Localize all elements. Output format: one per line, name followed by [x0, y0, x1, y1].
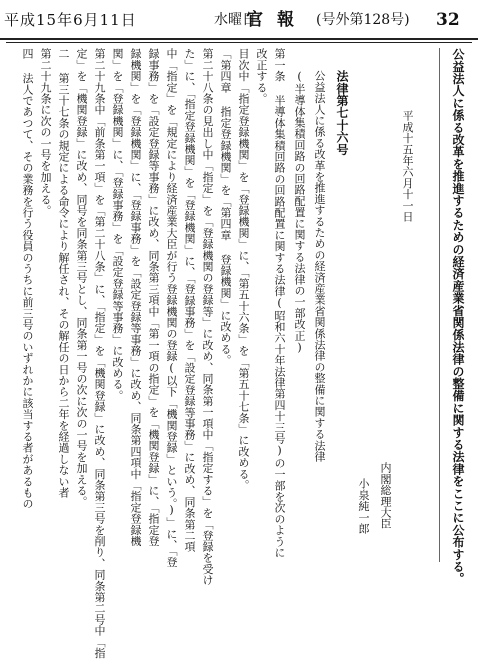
extra-issue-number: (号外第128号): [316, 12, 410, 28]
body-line: 改正する。: [255, 48, 268, 104]
body-line: 「第四章 指定登録機関」を「第四章 登録機関」に改める。: [219, 48, 232, 366]
body-line: 第二十九条中「前条第一項」を「第二十八条」に、「指定」を「機関登録」に改め、同条第三号を削り、同条第二号中「指: [93, 48, 106, 659]
body-line: た」に、「指定登録機関」を「登録機関」に、「登録事務」を「設定登録等事務」に改め、同条第二項: [183, 48, 196, 553]
signer-title: 内閣総理大臣: [379, 462, 392, 530]
body-line: 録事務」を「設定登録等事務」に改め、同条第三項中「第一項の指定」を「機関登録」に、「指定登: [147, 48, 160, 547]
promulgation-date: 平成十五年六月十一日: [401, 110, 414, 222]
body-line: 第二十八条の見出し中「指定」を「登録機関の登録等」に改め、同条第一項中「指定する」を「登録を受け: [201, 48, 214, 586]
body-line: 目次中「指定登録機関」を「登録機関」に、「第五十六条」を「第五十七条」に改める。: [237, 48, 250, 491]
body-line: 関」を「登録機関」に、「登録事務」を「設定登録等事務」に改める。: [111, 48, 124, 401]
body-line: 第一条 半導体集積回路の回路配置に関する法律(昭和六十年法律第四十三号)の一部を次のように: [273, 48, 286, 558]
body-line: 定」を「機関登録」に改め、同号を同条第三号とし、同条第一号の次に次の一号を加える。: [75, 48, 88, 508]
body-line: 四 法人であつて、その業務を行う役員のうちに前三号のいずれかに該当する者があるもの: [21, 48, 34, 510]
signer-name: 小泉純一郎: [357, 478, 370, 534]
body-line: 録機関」を「登録機関」に、「登録事務」を「設定登録等事務」に改め、同条第四項中「指定登録機: [129, 48, 142, 547]
law-number: 法律第七十六号: [335, 70, 349, 156]
gazette-header: [0, 0, 478, 40]
header-rule: [6, 42, 472, 43]
gazette-name: 官報: [246, 10, 308, 30]
body-line: 第二十九条に次の一号を加える。: [39, 48, 52, 216]
page-number: 32: [436, 10, 460, 30]
promulgation-statement: 公益法人に係る改革を推進するための経済産業省関係法律の整備に関する法律をここに公布する。: [451, 48, 465, 585]
issue-date: 平成15年6月11日: [4, 11, 137, 29]
law-title: 公益法人に係る改革を推進するための経済産業省関係法律の整備に関する法律: [313, 70, 326, 462]
article-subtitle: (半導体集積回路の回路配置に関する法律の一部改正): [293, 70, 306, 354]
body-line: 二 第三十七条の規定による命令により解任され、その解任の日から二年を経過しない者: [57, 48, 70, 498]
column-divider: [439, 48, 440, 562]
issue-weekday: 水曜日: [214, 12, 256, 28]
body-line: 中「指定」を「規定により経済産業大臣が行う登録機関の登録(以下「機関登録」という。)」に、「登: [165, 48, 178, 568]
